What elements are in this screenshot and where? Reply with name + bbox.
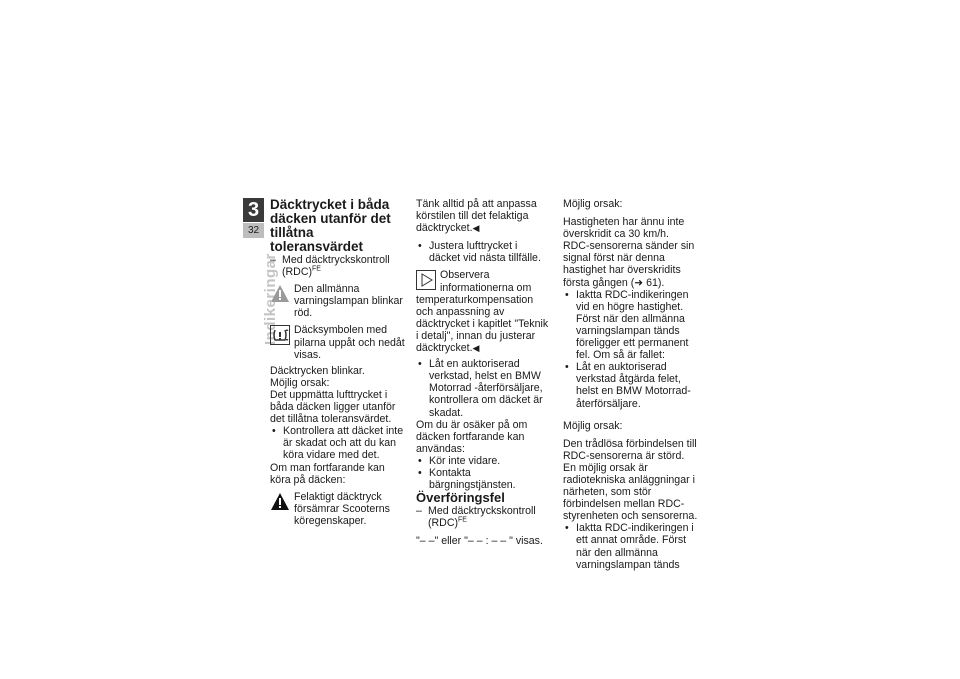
bullet-item: • Iaktta RDC-indikeringen i ett annat område. Först när den allmänna varningslampan tänds — [563, 522, 698, 570]
paragraph: Tänk alltid på att anpassa körstilen till det felaktiga däcktrycket.◀ — [416, 198, 537, 235]
dash-item: – Med däcktryckskontroll (RDC)$^{FE}$ — [270, 254, 406, 278]
bullet-item: • Kontrollera att däcket inte är skadat och att du kan köra vidare med det. — [270, 425, 406, 461]
chapter-label: Indikeringar — [262, 253, 279, 345]
dash-item: – Med däcktryckskontroll (RDC)$^{FE}$ — [416, 505, 549, 529]
info-triangle-icon — [416, 270, 436, 290]
paragraph: Det uppmätta lufttrycket i båda däcken ligger utanför det tillåtna toleransvärdet. — [270, 388, 396, 426]
chapter-number: 3 — [243, 198, 264, 222]
paragraph: Om du är osäker på om däcken fortfarande kan användas: — [416, 418, 528, 455]
end-mark-icon: ◀ — [472, 343, 480, 354]
bullet-item: • Iaktta RDC-indikeringen vid en högre hastighet. Först när den allmänna varningslampan tänds föreligger ett permanent fel. Om så är fallet: — [563, 289, 698, 362]
paragraph: Däcktrycken blinkar. — [270, 364, 365, 377]
warning-triangle-icon — [270, 492, 290, 512]
bullet-item: • Låt en auktoriserad verkstad, helst en BMW Motorrad -återförsäljare, kontrollera om däcket är skadat. — [416, 358, 549, 418]
paragraph: Möjlig orsak: — [563, 419, 623, 432]
note-warning: Felaktigt däcktryck försämrar Scooterns köregenskaper. — [270, 491, 406, 527]
section-heading: Däcktrycket i båda däcken utanför det tillåtna toleransvärdet — [270, 197, 391, 254]
column-2 — [416, 198, 549, 547]
section-heading: Överföringsfel — [416, 490, 505, 506]
warning-triangle-icon — [270, 284, 290, 304]
paragraph: Möjlig orsak: — [563, 198, 623, 210]
note-tire-symbol: Däcksymbolen med pilarna uppåt och nedåt visas. — [270, 324, 406, 360]
paragraph: Om man fortfarande kan köra på däcken: — [270, 461, 385, 486]
paragraph: "– –" eller "– – : – – " visas. — [416, 535, 543, 548]
paragraph: Möjlig orsak: — [270, 376, 330, 389]
paragraph: Den trådlösa förbindelsen till RDC-sensorerna är störd. En möjlig orsak är radiotekniska anläggningar i närheten, som stör förbindelsen mellan RDC-styrenheten och sensorerna. — [563, 437, 698, 523]
column-1 — [270, 198, 406, 531]
bullet-item: • Låt en auktoriserad verkstad åtgärda felet, helst en BMW Motorrad-återförsäljare. — [563, 361, 698, 409]
note-warning-lamp: Den allmänna varningslampan blinkar röd. — [270, 283, 406, 319]
bullet-item: • Kontakta bärgningstjänsten. — [416, 467, 549, 491]
end-mark-icon: ◀ — [472, 223, 480, 234]
tire-pressure-icon — [270, 325, 290, 345]
bullet-item: • Justera lufttrycket i däcket vid nästa tillfälle. — [416, 240, 549, 264]
note-info: Observera informationerna om temperaturkompensation och anpassning av däcktrycket i kapitlet "Teknik i detalj", innan du justerar däcktrycket.◀ — [416, 269, 549, 355]
bullet-item: • Kör inte vidare. — [416, 455, 549, 467]
page-number: 32 — [243, 223, 264, 238]
column-3 — [563, 198, 698, 571]
paragraph: Hastigheten har ännu inte överskridit ca 30 km/h. RDC-sensorerna sänder sin signal först när denna hastighet har överskridits första gången (➜ 61). — [563, 216, 695, 289]
